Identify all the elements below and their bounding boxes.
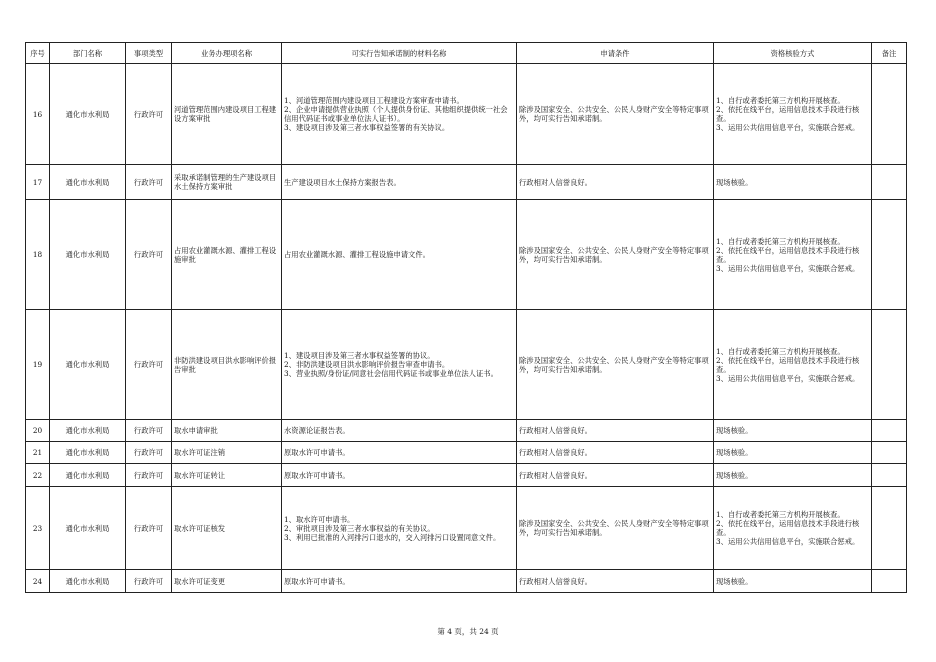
row-conditions: 除涉及国家安全、公共安全、公民人身财产安全等特定事项外，均可实行告知承诺制。 bbox=[517, 310, 714, 420]
row-materials: 原取水许可申请书。 bbox=[282, 464, 517, 487]
row-remarks bbox=[872, 310, 907, 420]
row-conditions: 除涉及国家安全、公共安全、公民人身财产安全等特定事项外，均可实行告知承诺制。 bbox=[517, 64, 714, 165]
row-conditions: 行政相对人信誉良好。 bbox=[517, 464, 714, 487]
row-materials: 生产建设项目水土保持方案报告表。 bbox=[282, 165, 517, 200]
table-row bbox=[26, 310, 907, 420]
row-business-item: 占用农业灌溉水源、灌排工程设施审批 bbox=[172, 200, 282, 310]
row-index: 21 bbox=[26, 442, 50, 464]
row-business-item: 取水许可证变更 bbox=[172, 570, 282, 593]
table-row bbox=[26, 64, 907, 165]
table-row bbox=[26, 487, 907, 570]
table-row bbox=[26, 464, 907, 487]
row-remarks bbox=[872, 64, 907, 165]
row-verification: 1、自行或者委托第三方机构开展核查。 2、依托在线平台，运用信息技术手段进行核查。 3、运用公共信用信息平台，实施联合惩戒。 bbox=[714, 64, 872, 165]
table-row bbox=[26, 570, 907, 593]
row-item-type: 行政许可 bbox=[126, 200, 172, 310]
row-item-type: 行政许可 bbox=[126, 420, 172, 442]
table-row bbox=[26, 165, 907, 200]
row-index: 23 bbox=[26, 487, 50, 570]
row-department: 通化市水利局 bbox=[50, 165, 126, 200]
row-materials: 1、建设项目涉及第三者水事权益签署的协议。 2、非防洪建设项目洪水影响评价报告审查申请书。 3、营业执照/身份证/同意社会信用代码证书或事业单位法人证书。 bbox=[282, 310, 517, 420]
table-row bbox=[26, 420, 907, 442]
row-materials: 原取水许可申请书。 bbox=[282, 442, 517, 464]
row-conditions: 除涉及国家安全、公共安全、公民人身财产安全等特定事项外，均可实行告知承诺制。 bbox=[517, 200, 714, 310]
row-remarks bbox=[872, 442, 907, 464]
row-index: 17 bbox=[26, 165, 50, 200]
row-verification: 现场核验。 bbox=[714, 570, 872, 593]
row-materials: 原取水许可申请书。 bbox=[282, 570, 517, 593]
row-business-item: 取水许可证核发 bbox=[172, 487, 282, 570]
row-verification: 1、自行或者委托第三方机构开展核查。 2、依托在线平台，运用信息技术手段进行核查。 3、运用公共信用信息平台，实施联合惩戒。 bbox=[714, 487, 872, 570]
row-materials: 水资源论证报告表。 bbox=[282, 420, 517, 442]
header-materials: 可实行告知承诺制的材料名称 bbox=[282, 43, 517, 64]
table-row bbox=[26, 442, 907, 464]
row-remarks bbox=[872, 570, 907, 593]
row-verification: 1、自行或者委托第三方机构开展核查。 2、依托在线平台，运用信息技术手段进行核查。 3、运用公共信用信息平台，实施联合惩戒。 bbox=[714, 310, 872, 420]
row-department: 通化市水利局 bbox=[50, 464, 126, 487]
table-header-row bbox=[26, 43, 907, 64]
row-index: 22 bbox=[26, 464, 50, 487]
commitment-table bbox=[25, 42, 907, 593]
row-item-type: 行政许可 bbox=[126, 310, 172, 420]
row-item-type: 行政许可 bbox=[126, 442, 172, 464]
row-business-item: 河道管理范围内建设项目工程建设方案审批 bbox=[172, 64, 282, 165]
row-department: 通化市水利局 bbox=[50, 64, 126, 165]
row-business-item: 取水许可证转让 bbox=[172, 464, 282, 487]
row-conditions: 行政相对人信誉良好。 bbox=[517, 420, 714, 442]
row-item-type: 行政许可 bbox=[126, 570, 172, 593]
row-remarks bbox=[872, 420, 907, 442]
row-department: 通化市水利局 bbox=[50, 442, 126, 464]
row-business-item: 非防洪建设项目洪水影响评价报告审批 bbox=[172, 310, 282, 420]
row-business-item: 取水申请审批 bbox=[172, 420, 282, 442]
page-footer: 第 4 页，共 24 页 bbox=[437, 627, 499, 636]
header-business-item: 业务办理项名称 bbox=[172, 43, 282, 64]
row-index: 20 bbox=[26, 420, 50, 442]
row-department: 通化市水利局 bbox=[50, 420, 126, 442]
row-conditions: 除涉及国家安全、公共安全、公民人身财产安全等特定事项外，均可实行告知承诺制。 bbox=[517, 487, 714, 570]
row-index: 19 bbox=[26, 310, 50, 420]
table-body bbox=[26, 64, 907, 593]
row-item-type: 行政许可 bbox=[126, 64, 172, 165]
row-materials: 占用农业灌溉水源、灌排工程设施申请文件。 bbox=[282, 200, 517, 310]
header-remarks: 备注 bbox=[872, 43, 907, 64]
row-index: 24 bbox=[26, 570, 50, 593]
row-verification: 现场核验。 bbox=[714, 442, 872, 464]
row-remarks bbox=[872, 464, 907, 487]
row-materials: 1、河道管理范围内建设项目工程建设方案审查申请书。 2、企业申请提供营业执照（个人提供身份证、其他组织提供统一社会信用代码证书或事业单位法人证书）。 3、建设项目涉及第三者水事权益签署的有关协议。 bbox=[282, 64, 517, 165]
row-item-type: 行政许可 bbox=[126, 487, 172, 570]
row-materials: 1、取水许可申请书。 2、审批项目涉及第三者水事权益的有关协议。 3、利用已批准的入河排污口退水的，交入河排污口设置同意文件。 bbox=[282, 487, 517, 570]
row-item-type: 行政许可 bbox=[126, 165, 172, 200]
row-department: 通化市水利局 bbox=[50, 570, 126, 593]
row-index: 16 bbox=[26, 64, 50, 165]
row-department: 通化市水利局 bbox=[50, 310, 126, 420]
row-item-type: 行政许可 bbox=[126, 464, 172, 487]
row-department: 通化市水利局 bbox=[50, 200, 126, 310]
row-business-item: 取水许可证注销 bbox=[172, 442, 282, 464]
header-verification: 资格核验方式 bbox=[714, 43, 872, 64]
row-conditions: 行政相对人信誉良好。 bbox=[517, 165, 714, 200]
header-item-type: 事项类型 bbox=[126, 43, 172, 64]
row-verification: 1、自行或者委托第三方机构开展核查。 2、依托在线平台，运用信息技术手段进行核查。 3、运用公共信用信息平台，实施联合惩戒。 bbox=[714, 200, 872, 310]
row-department: 通化市水利局 bbox=[50, 487, 126, 570]
row-verification: 现场核验。 bbox=[714, 420, 872, 442]
row-remarks bbox=[872, 200, 907, 310]
row-business-item: 采取承诺制管理的生产建设项目水土保持方案审批 bbox=[172, 165, 282, 200]
table-row bbox=[26, 200, 907, 310]
row-verification: 现场核验。 bbox=[714, 464, 872, 487]
header-index: 序号 bbox=[26, 43, 50, 64]
row-remarks bbox=[872, 165, 907, 200]
row-remarks bbox=[872, 487, 907, 570]
row-verification: 现场核验。 bbox=[714, 165, 872, 200]
header-conditions: 申请条件 bbox=[517, 43, 714, 64]
row-conditions: 行政相对人信誉良好。 bbox=[517, 570, 714, 593]
row-conditions: 行政相对人信誉良好。 bbox=[517, 442, 714, 464]
row-index: 18 bbox=[26, 200, 50, 310]
header-department: 部门名称 bbox=[50, 43, 126, 64]
